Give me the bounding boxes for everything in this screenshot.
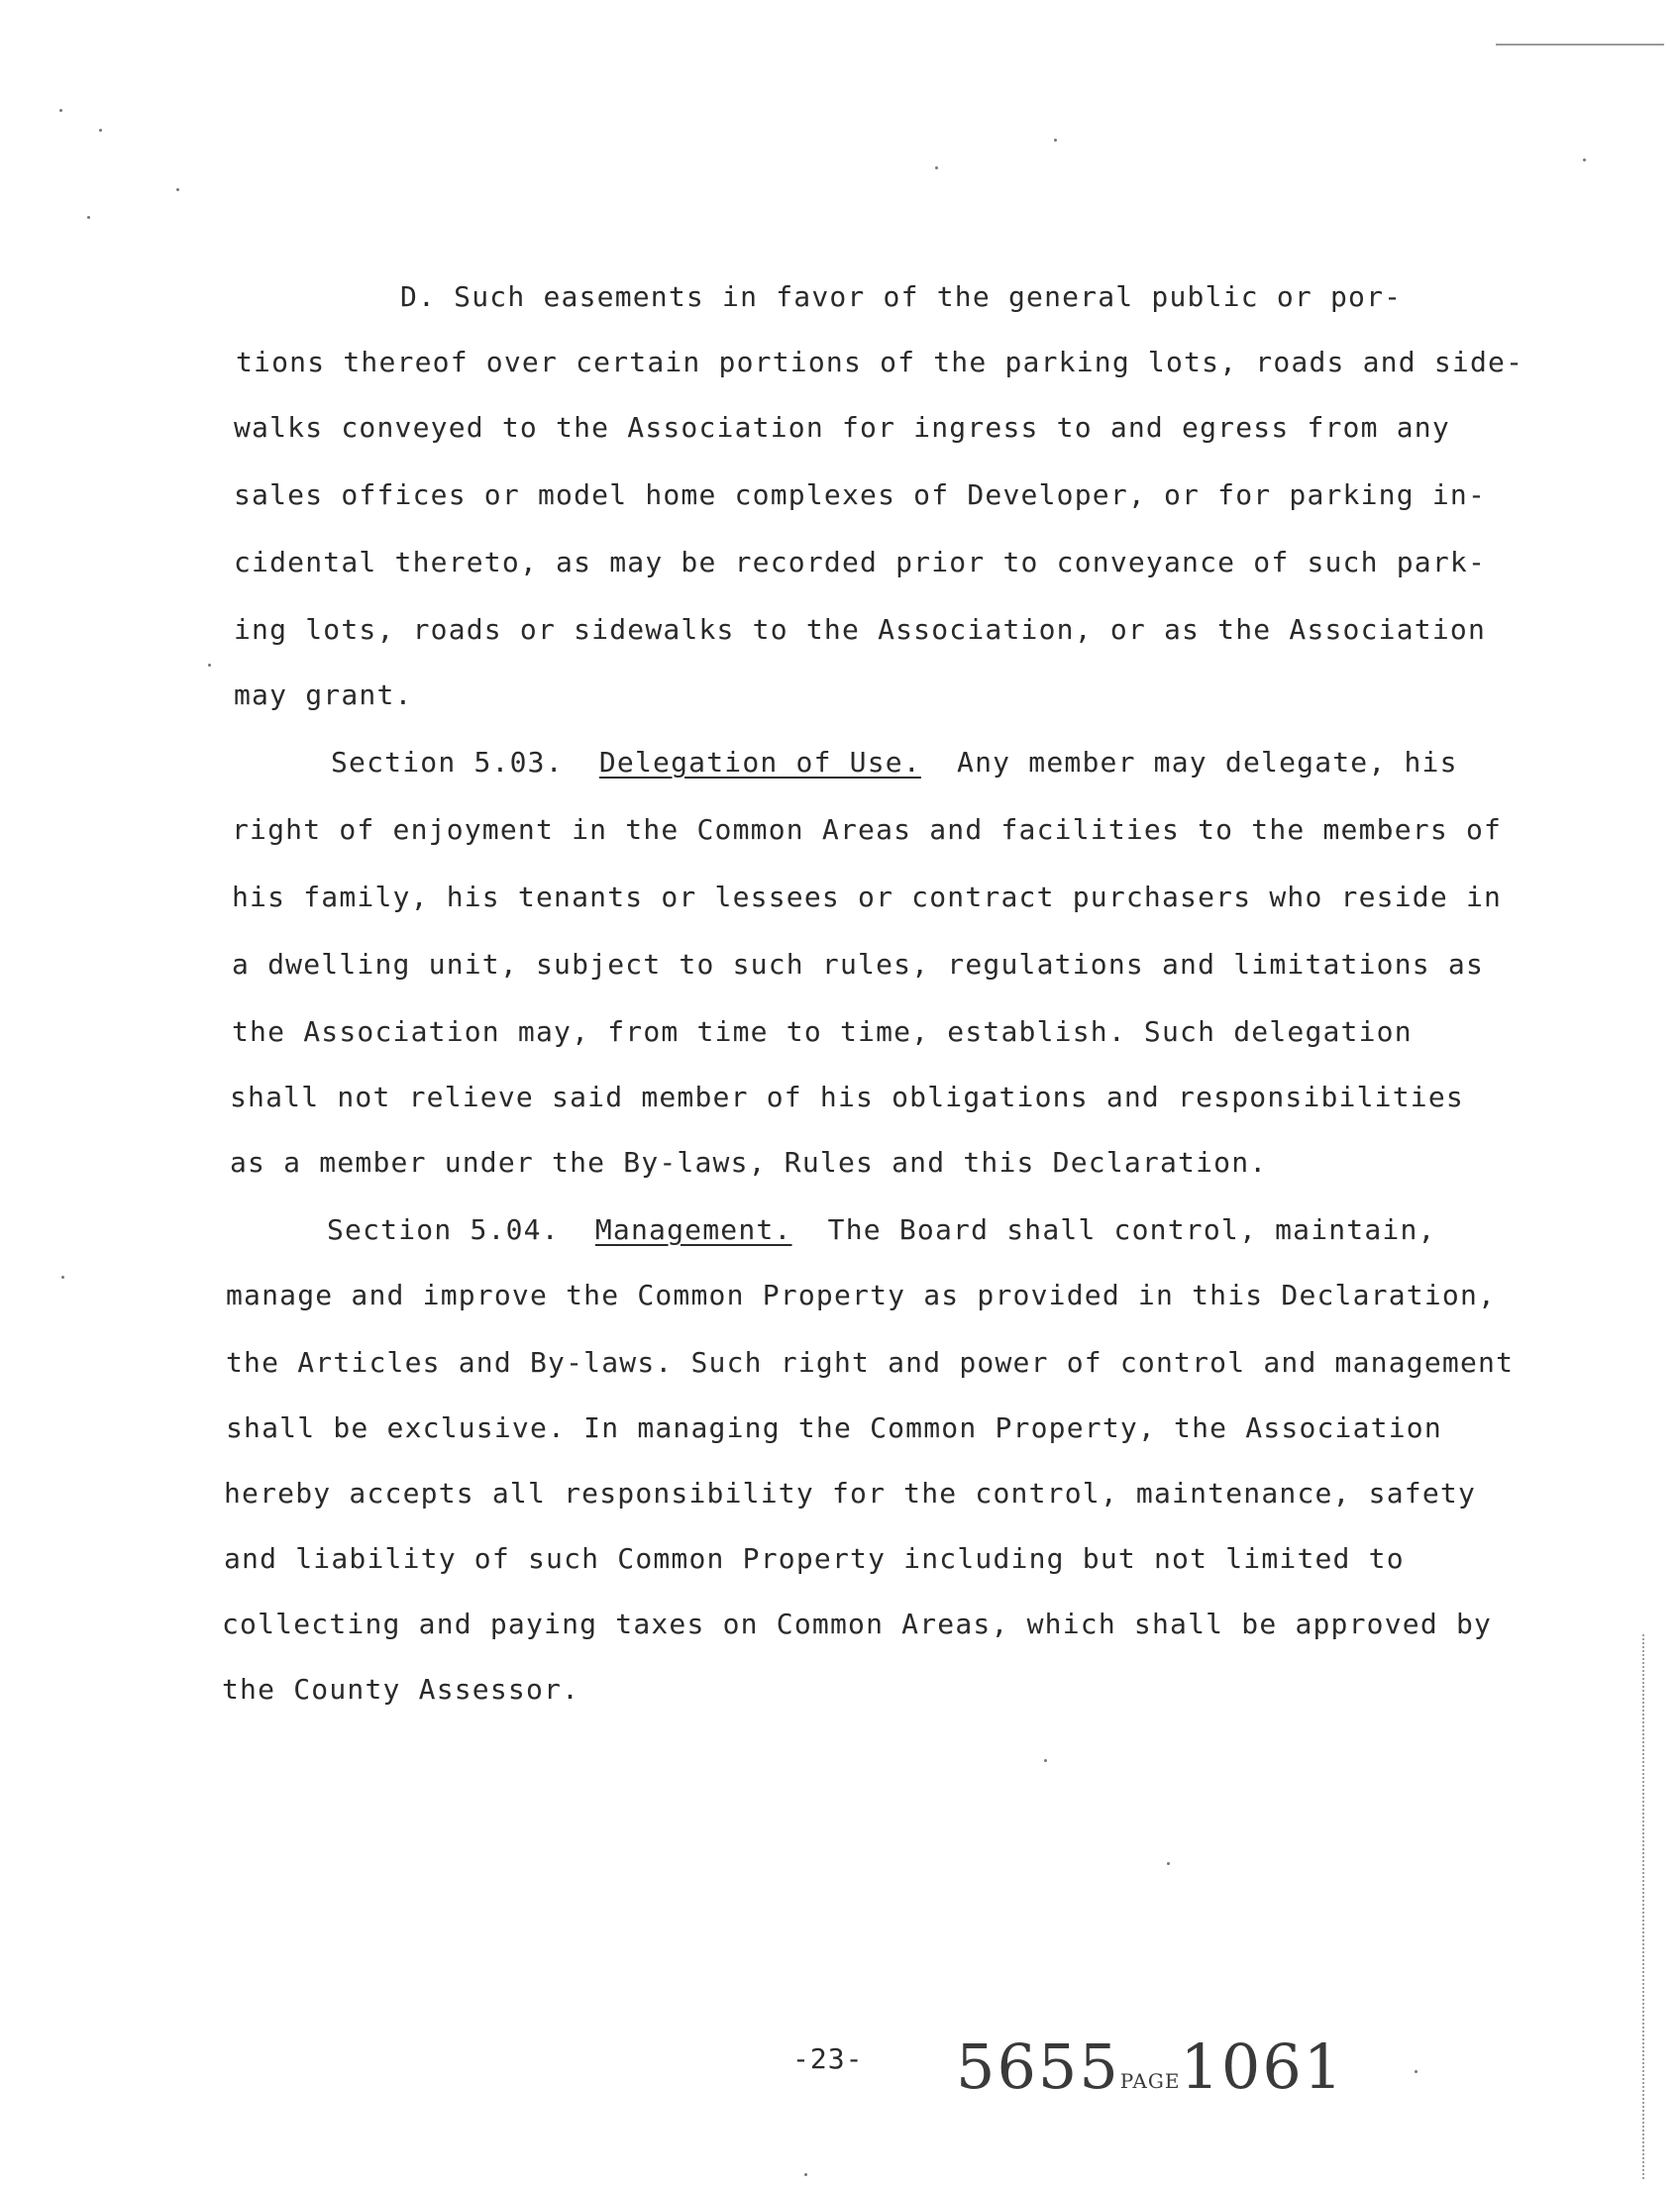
section-5-04-line: the Articles and By-laws. Such right and power of control and management: [226, 1346, 1515, 1379]
scan-speck: [1054, 139, 1057, 142]
scan-speck: [1415, 2070, 1418, 2073]
section-5-04-line: collecting and paying taxes on Common Areas, which shall be approved by: [222, 1608, 1493, 1640]
section-5-03-line: a dwelling unit, subject to such rules, regulations and limitations as: [232, 948, 1485, 981]
section-5-04-line: and liability of such Common Property including but not limited to: [224, 1542, 1405, 1575]
book-page-stamp: [956, 2031, 1344, 2103]
section-heading: Delegation of Use.: [598, 746, 921, 779]
paragraph-d-line: ing lots, roads or sidewalks to the Association, or as the Association: [234, 613, 1487, 646]
scan-speck: [99, 129, 102, 132]
section-number: Section 5.04.: [327, 1213, 560, 1246]
scan-speck: [176, 188, 179, 191]
book-number: 5655: [956, 2031, 1120, 2103]
paragraph-d-line: cidental thereto, as may be recorded prior to conveyance of such park-: [234, 546, 1487, 578]
section-5-04-line: manage and improve the Common Property as provided in this Declaration,: [226, 1279, 1497, 1311]
section-text: Any member may delegate, his: [957, 746, 1458, 779]
scan-speck: [59, 109, 62, 112]
section-number: Section 5.03.: [331, 746, 564, 779]
paragraph-d-line: sales offices or model home complexes of Developer, or for parking in-: [234, 478, 1487, 511]
paragraph-d-line: D. Such easements in favor of the general public or por-: [400, 280, 1403, 313]
scan-speck: [1044, 1759, 1047, 1762]
section-heading: Management.: [594, 1213, 792, 1246]
paragraph-d-line: walks conveyed to the Association for ingress to and egress from any: [234, 411, 1450, 444]
section-5-03-line: right of enjoyment in the Common Areas and facilities to the members of: [232, 813, 1503, 846]
section-5-03-line: as a member under the By-laws, Rules and this Declaration.: [230, 1146, 1268, 1179]
paragraph-d-line: tions thereof over certain portions of the parking lots, roads and side-: [236, 346, 1524, 378]
section-5-04-line: shall be exclusive. In managing the Common Property, the Association: [226, 1411, 1442, 1444]
scan-speck: [935, 166, 938, 169]
top-edge-rule: [1496, 44, 1664, 46]
scan-speck: [208, 664, 211, 667]
scan-edge-dots: [1642, 1634, 1646, 2179]
section-5-03-line: shall not relieve said member of his obligations and responsibilities: [230, 1081, 1464, 1113]
section-5-04-first-line: [327, 1212, 1436, 1248]
page-word: PAGE: [1119, 2069, 1181, 2093]
scan-speck: [61, 1276, 64, 1279]
scan-speck: [87, 216, 90, 219]
scan-speck: [804, 2173, 807, 2176]
scan-speck: [1167, 1862, 1170, 1865]
section-5-03-first-line: [331, 745, 1458, 781]
section-text: The Board shall control, maintain,: [827, 1213, 1436, 1246]
book-page-number: 1061: [1180, 2031, 1345, 2103]
scan-speck: [1583, 158, 1586, 161]
section-5-04-line: hereby accepts all responsibility for the control, maintenance, safety: [224, 1477, 1477, 1510]
section-5-03-line: the Association may, from time to time, establish. Such delegation: [232, 1015, 1413, 1048]
paragraph-d-line: may grant.: [234, 678, 413, 711]
page-number: -23-: [792, 2042, 864, 2075]
section-5-03-line: his family, his tenants or lessees or contract purchasers who reside in: [232, 881, 1503, 913]
section-5-04-line: the County Assessor.: [222, 1673, 580, 1706]
